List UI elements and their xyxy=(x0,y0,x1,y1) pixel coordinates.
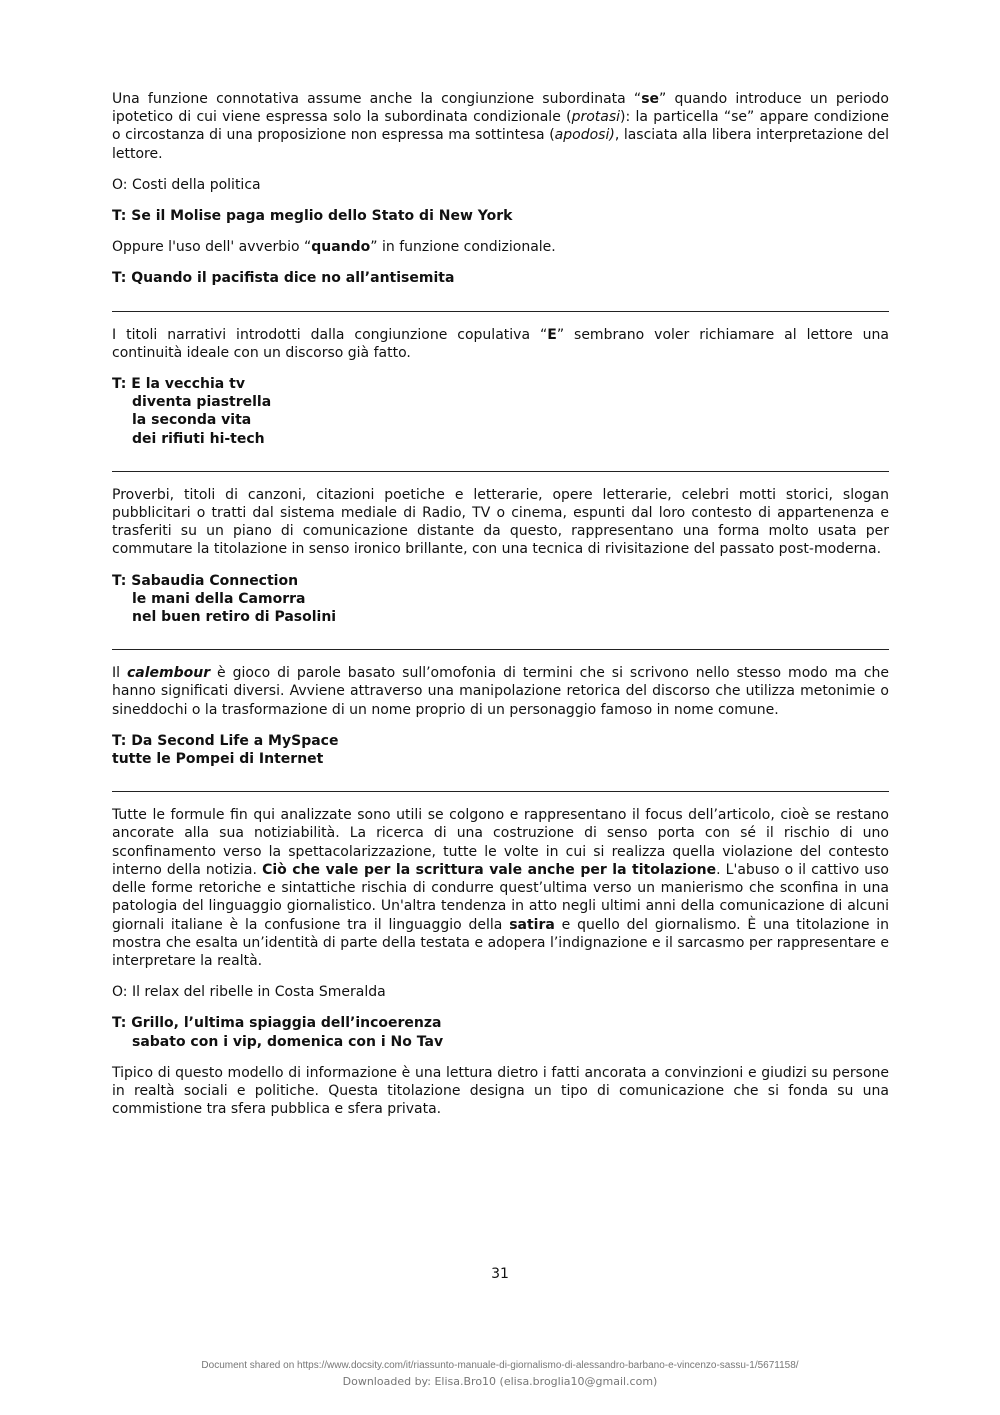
headline-block xyxy=(112,572,889,627)
paragraph-proverbi: Proverbi, titoli di canzoni, citazioni poetiche e letterarie, opere letterarie, celebri motti storici, slogan pubblicitari o tratti dal sistema mediale di Radio, TV o cinema, espunti dal loro contesto di appartenenza e trasferiti su un piano di comunicazione distante da questo, rappresentano una forma molto usata per commutare la titolazione in senso ironico brillante, con una tecnica di rivisitazione del passato post-moderna. xyxy=(112,486,889,558)
paragraph-se xyxy=(112,90,889,163)
headline-line: T: E la vecchia tv xyxy=(112,376,245,393)
paragraph-formule xyxy=(112,806,889,970)
text-run: ” sembrano voler richiamare al lettore una continuità ideale con un discorso già fatto. xyxy=(112,326,889,361)
paragraph-calembour xyxy=(112,664,889,719)
text-run: , lasciata alla libera interpretazione del lettore. xyxy=(112,127,889,162)
page-content xyxy=(112,90,889,1118)
section-divider xyxy=(112,471,889,472)
headline-block xyxy=(112,375,889,448)
bold-term-quando: quando xyxy=(311,239,371,256)
original-title-example: O: Costi della politica xyxy=(112,176,261,193)
headline-example: T: Se il Molise paga meglio dello Stato di New York xyxy=(112,208,513,225)
text-run: . L'abuso o il cattivo uso delle forme retoriche e sintattiche rischia di condurre quest’ultima verso un manierismo che sconfina in una patologia del linguaggio giornalistico. Un'altra tendenza in atto negli ultimi anni della comunicazione di alcuni giornali italiane è la confusione tra il linguaggio della xyxy=(112,861,889,933)
headline-example: T: Quando il pacifista dice no all’antisemita xyxy=(112,270,455,287)
text-run: Una funzione connotativa assume anche la congiunzione subordinata “ xyxy=(112,91,642,107)
page-number: 31 xyxy=(491,1266,509,1282)
paragraph-tipico: Tipico di questo modello di informazione è una lettura dietro i fatti ancorata a convinzioni e giudizi su persone in realtà sociali e politiche. Questa titolazione designa un tipo di comunicazione che si fonda su una commistione tra sfera pubblica e sfera privata. xyxy=(112,1064,889,1118)
italic-term-protasi: protasi xyxy=(571,109,621,126)
original-title-example: O: Il relax del ribelle in Costa Smeralda xyxy=(112,984,386,1001)
headline-line: T: Grillo, l’ultima spiaggia dell’incoerenza xyxy=(112,1015,442,1032)
headline-line: nel buen retiro di Pasolini xyxy=(132,609,337,626)
text-run: Oppure l'uso dell' avverbio “ xyxy=(112,239,312,256)
footer-shared-link: Document shared on https://www.docsity.com/it/riassunto-manuale-di-giornalismo-di-alessandro-barbano-e-vincenzo-sassu-1/5671158/ xyxy=(201,1360,799,1371)
headline-line: la seconda vita xyxy=(132,412,252,429)
section-divider xyxy=(112,649,889,650)
footer-downloaded-by: Downloaded by: Elisa.Bro10 (elisa.broglia10@gmail.com) xyxy=(342,1375,658,1388)
headline-line: le mani della Camorra xyxy=(132,590,306,607)
text-run: è gioco di parole basato sull’omofonia di termini che si scrivono nello stesso modo ma che hanno significati diversi. Avviene attraverso una manipolazione retorica del discorso che utilizza metonimie o sineddochi o la trasformazione di un nome proprio di un personaggio famoso in nome comune. xyxy=(112,665,890,718)
headline-line: T: Da Second Life a MySpace xyxy=(112,732,339,749)
text-run: I titoli narrativi introdotti dalla congiunzione copulativa “ xyxy=(112,326,548,343)
text-run: ): la particella “se” appare condizione o circostanza di una proposizione non espressa ma sottintesa ( xyxy=(112,109,889,144)
bold-italic-term-calembour: calembour xyxy=(126,665,211,682)
text-run: e quello del giornalismo. È una titolazione in mostra che esalta un’identità di parte della testata e adopera l’indignazione e il sarcasmo per rappresentare e interpretare la realtà. xyxy=(112,916,890,969)
headline-block xyxy=(112,732,889,768)
text-run: ” in funzione condizionale. xyxy=(370,239,556,256)
text-run: Tutte le formule fin qui analizzate sono utili se colgono e rappresentano il focus dell’articolo, cioè se restano ancorate alla sua notiziabilità. La ricerca di una costruzione di senso porta con sé il rischio di uno sconfinamento verso la spettacolarizzazione, tutte le volte in cui si realizza quella violazione del contesto interno della notizia. xyxy=(112,807,889,878)
text-run: Il xyxy=(112,665,127,682)
bold-term-satira: satira xyxy=(509,916,555,933)
headline-block xyxy=(112,1014,889,1050)
bold-sentence: Ciò che vale per la scrittura vale anche per la titolazione xyxy=(262,861,717,878)
headline-line: sabato con i vip, domenica con i No Tav xyxy=(132,1033,444,1050)
section-divider xyxy=(112,311,889,312)
paragraph-quando xyxy=(112,238,889,256)
headline-line: tutte le Pompei di Internet xyxy=(112,751,324,768)
headline-line: dei rifiuti hi-tech xyxy=(132,430,265,447)
section-divider xyxy=(112,791,889,792)
italic-term-apodosi: apodosi) xyxy=(554,127,615,144)
text-run: ” quando introduce un periodo ipotetico di cui viene espressa solo la subordinata condizionale ( xyxy=(112,91,889,126)
bold-term-e: E xyxy=(547,326,557,343)
paragraph-congiunzione-e xyxy=(112,326,889,362)
headline-line: diventa piastrella xyxy=(132,394,272,411)
bold-term-se: se xyxy=(641,91,660,107)
headline-line: T: Sabaudia Connection xyxy=(112,572,299,589)
